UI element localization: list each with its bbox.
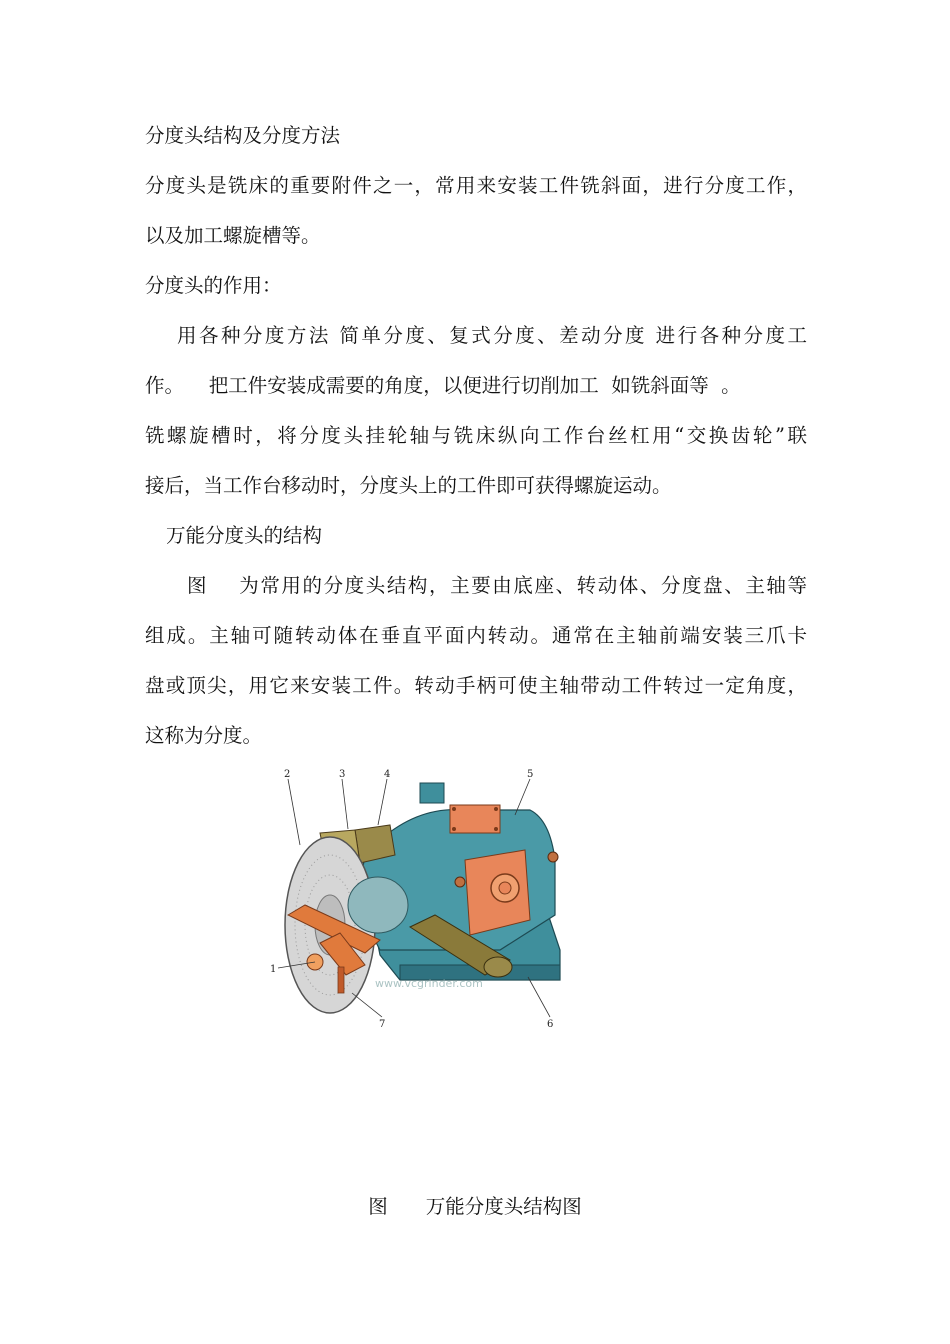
structure-heading: 万能分度头的结构: [166, 524, 323, 547]
callout-4: 4: [384, 769, 391, 780]
structure-line-2: 组成。主轴可随转动体在垂直平面内转动。通常在主轴前端安装三爪卡: [145, 624, 807, 647]
callout-2: 2: [284, 769, 291, 780]
intro-line-1: 分度头是铣床的重要附件之一，常用来安装工件铣斜面，进行分度工作，: [145, 174, 807, 197]
caption-prefix: 图: [368, 1195, 388, 1218]
structure-line-4: 这称为分度。: [145, 724, 263, 747]
caption-text: 万能分度头结构图: [425, 1195, 582, 1218]
function-line-3: 铣螺旋槽时，将分度头挂轮轴与铣床纵向工作台丝杠用“交换齿轮”联: [145, 424, 807, 447]
intro-line-2: 以及加工螺旋槽等。: [145, 224, 321, 247]
callout-3: 3: [339, 769, 346, 780]
dividing-head-figure: [260, 765, 570, 1035]
function-line-4: 接后，当工作台移动时，分度头上的工件即可获得螺旋运动。: [145, 474, 672, 497]
structure-line-1: 图 为常用的分度头结构，主要由底座、转动体、分度盘、主轴等: [187, 574, 807, 597]
structure-line-3: 盘或顶尖，用它来安装工件。转动手柄可使主轴带动工件转过一定角度，: [145, 674, 807, 697]
callout-6: 6: [547, 1019, 554, 1030]
function-line-2: 作。 把工件安装成需要的角度，以便进行切削加工 如铣斜面等 。: [145, 374, 741, 397]
callout-5: 5: [527, 769, 534, 780]
figure-caption: [0, 1193, 950, 1221]
callout-7: 7: [379, 1019, 386, 1030]
callout-1: 1: [270, 964, 277, 975]
page-title: 分度头结构及分度方法: [145, 124, 341, 147]
function-line-1: 用各种分度方法 简单分度、复式分度、差动分度 进行各种分度工: [177, 324, 807, 347]
watermark-text: www.vcgrinder.com: [375, 977, 483, 990]
function-heading: 分度头的作用：: [145, 274, 282, 297]
dividing-head-illustration: [260, 765, 570, 1035]
